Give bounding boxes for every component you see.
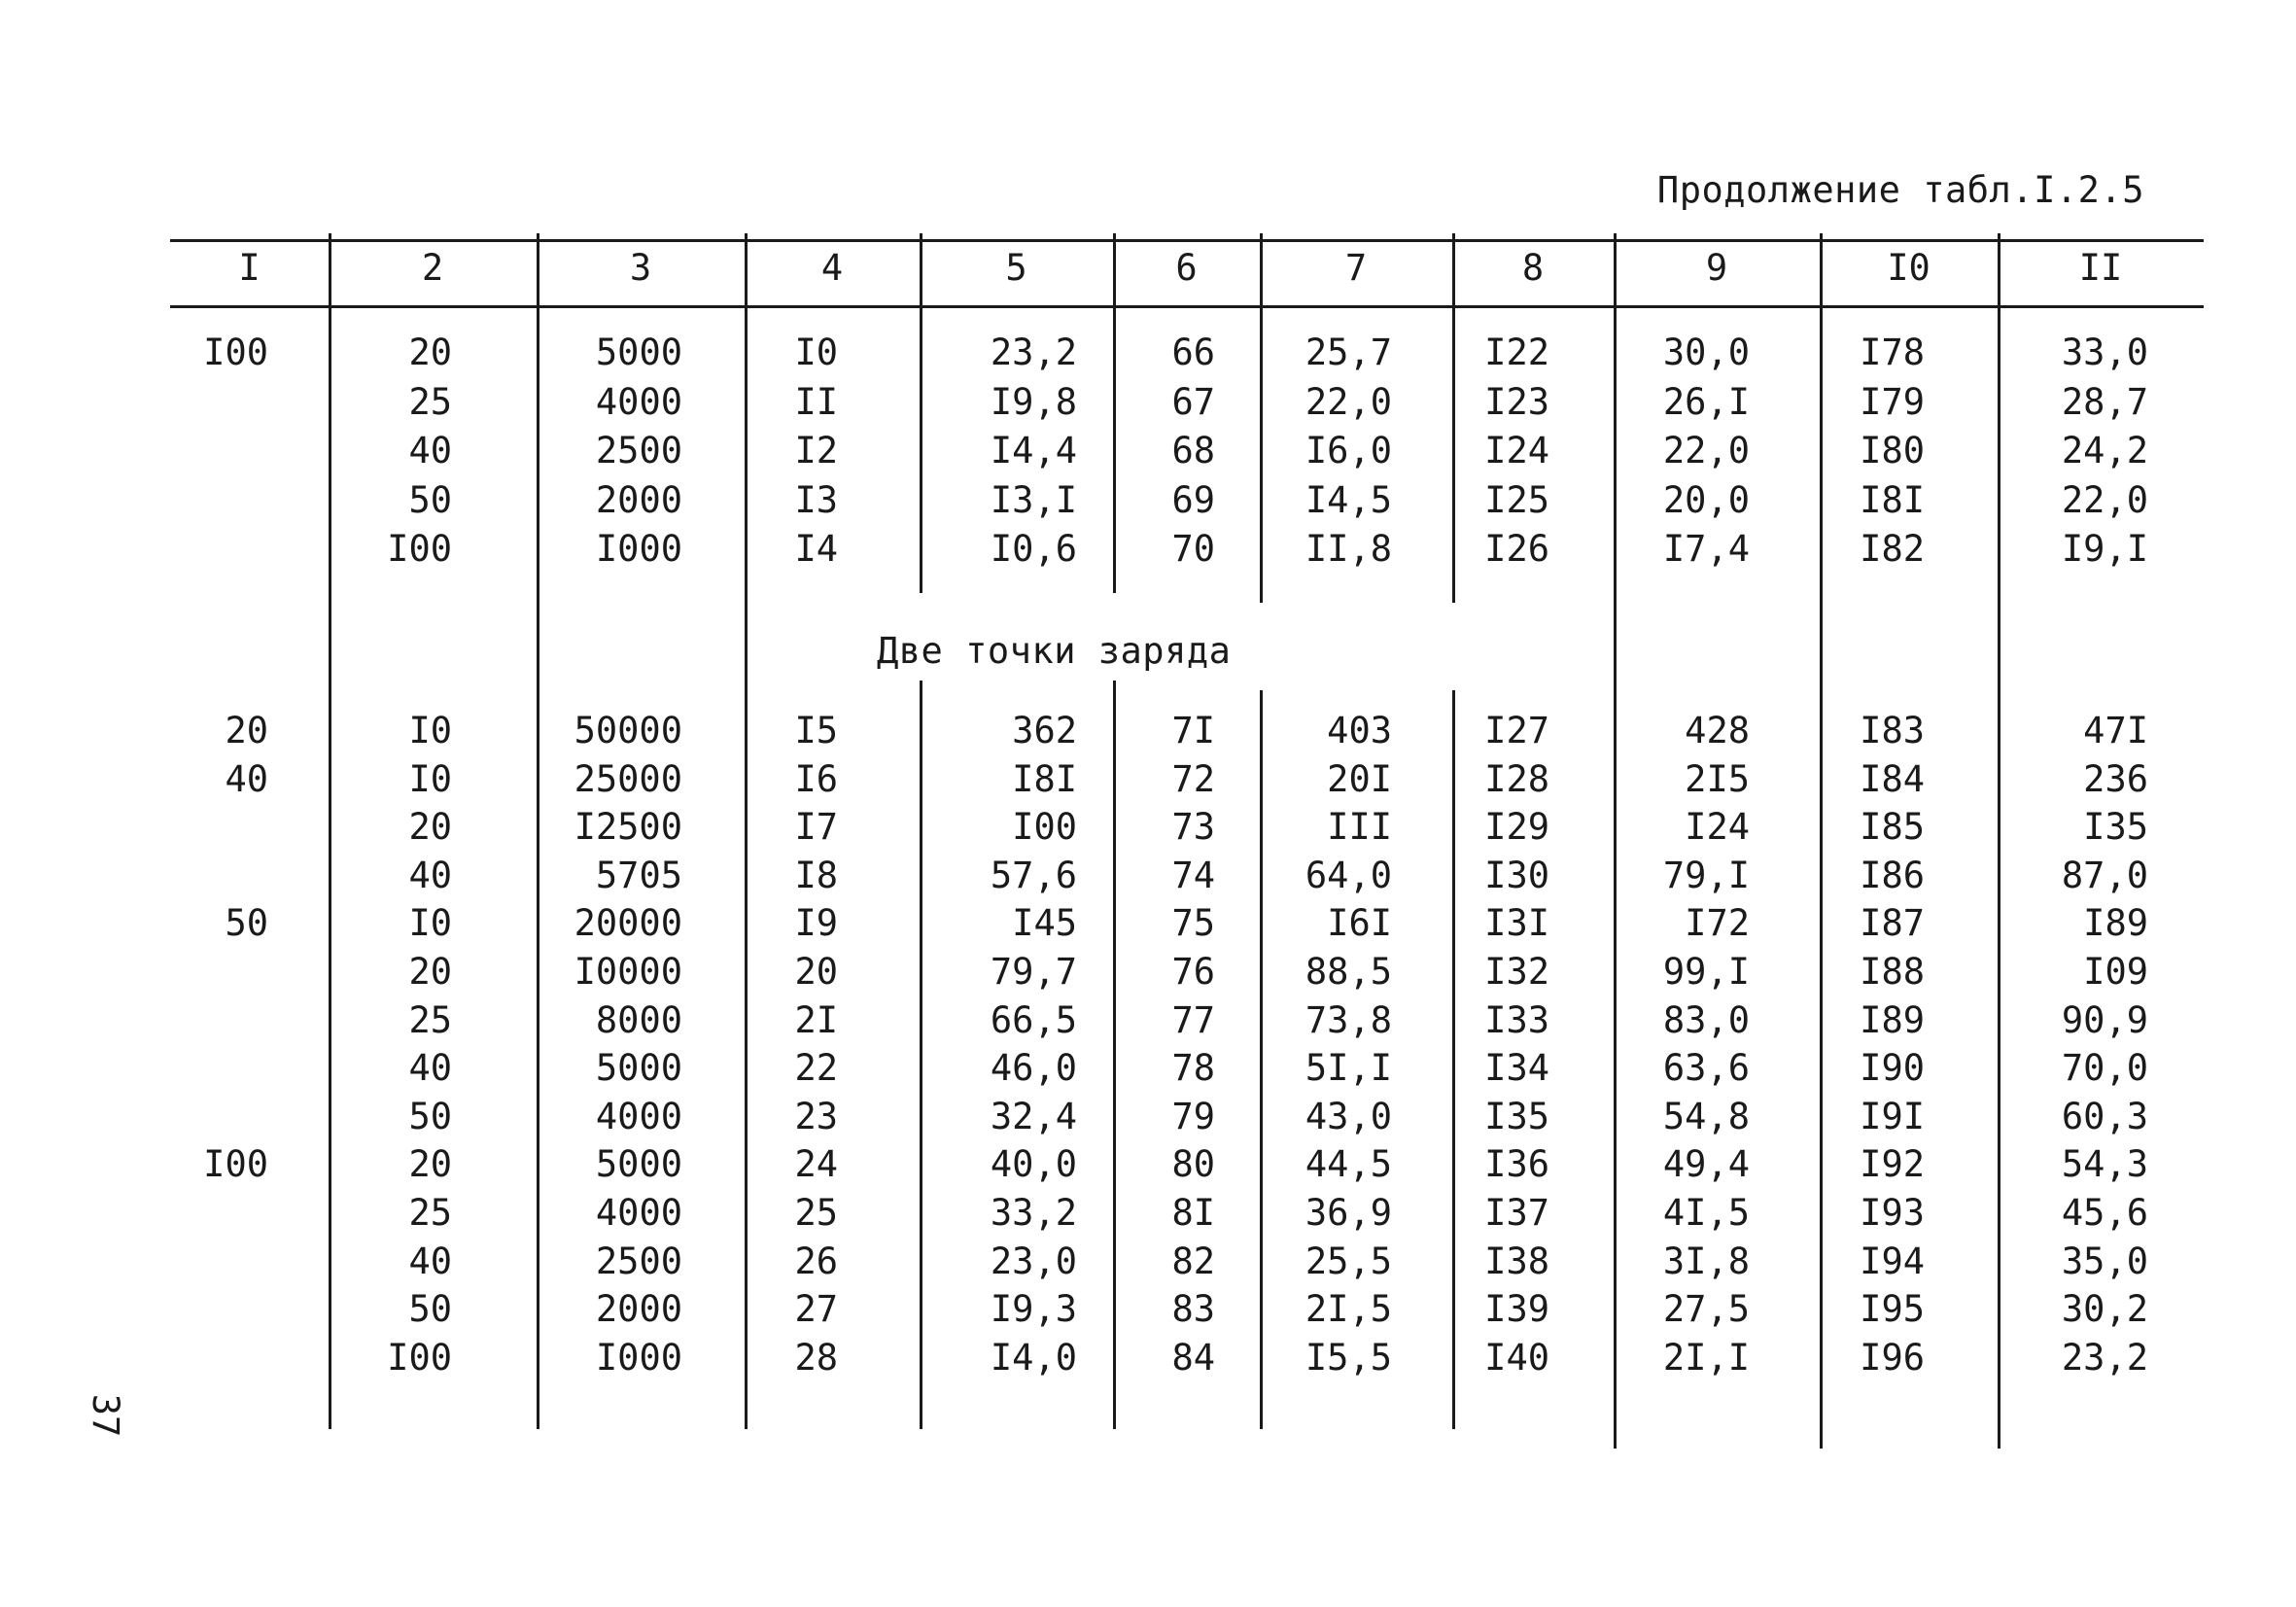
table-cell: I9 <box>794 902 838 945</box>
table-cell: I0,6 <box>990 528 1077 570</box>
table-cell: 66 <box>1171 332 1215 373</box>
table-cell: 27 <box>794 1288 838 1331</box>
table-cell: 63,6 <box>1662 1047 1750 1090</box>
table-cell: 50 <box>225 902 268 945</box>
table-cell: I78 <box>1860 332 1925 373</box>
table-cell: 50 <box>408 478 452 521</box>
table-cell: 44,5 <box>1305 1143 1392 1186</box>
table-cell: I83 <box>1860 710 1925 751</box>
table-cell: 2I,5 <box>1305 1288 1392 1331</box>
table-cell: I34 <box>1484 1047 1549 1090</box>
table-cell: 40 <box>408 1240 452 1282</box>
table-cell: 20 <box>794 951 838 993</box>
table-cell: 5000 <box>595 332 682 373</box>
table-cell: I2 <box>794 430 838 472</box>
divider-gap <box>1450 603 1457 690</box>
table-cell: 33,2 <box>990 1192 1077 1234</box>
table-cell: 23,2 <box>2061 1336 2148 1379</box>
page-number: 37 <box>85 1393 126 1438</box>
table-cell: 25000 <box>574 757 682 800</box>
table-cell: 50000 <box>574 710 682 751</box>
table-cell: I00 <box>203 332 268 373</box>
table-cell: I89 <box>1860 998 1925 1041</box>
table-cell: I26 <box>1484 528 1549 570</box>
table-cell: 90,9 <box>2061 998 2148 1041</box>
table-cell: II,8 <box>1305 528 1392 570</box>
table-cell: I9I <box>1860 1095 1925 1137</box>
header-cell: 6 <box>1175 247 1198 289</box>
table-cell: 64,0 <box>1305 854 1392 896</box>
table-cell: 68 <box>1171 430 1215 472</box>
header-cell: 8 <box>1521 247 1545 289</box>
table-cell: 40 <box>408 1047 452 1090</box>
table-cell: 75 <box>1171 902 1215 945</box>
table-cell: 77 <box>1171 998 1215 1041</box>
table-cell: I23 <box>1484 380 1549 423</box>
table-cell: I3,I <box>990 478 1077 521</box>
table-cell: I09 <box>2083 951 2148 993</box>
table-cell: 54,3 <box>2061 1143 2148 1186</box>
table-cell: 50 <box>408 1095 452 1137</box>
table-cell: I00 <box>1012 806 1077 849</box>
table-cell: 35,0 <box>2061 1240 2148 1282</box>
table-cell: 8I <box>1171 1192 1215 1234</box>
table-cell: I45 <box>1012 902 1077 945</box>
table-cell: I87 <box>1860 902 1925 945</box>
table-cell: I7,4 <box>1662 528 1750 570</box>
table-cell: I7 <box>794 806 838 849</box>
table-cell: I89 <box>2083 902 2148 945</box>
header-cell: 2 <box>421 247 444 289</box>
table-cell: I79 <box>1860 380 1925 423</box>
table-cell: I00 <box>387 528 452 570</box>
table-cell: 5705 <box>595 854 682 896</box>
table-cell: I28 <box>1484 757 1549 800</box>
table-cell: 362 <box>1012 710 1077 751</box>
table-cell: I85 <box>1860 806 1925 849</box>
table-cell: I00 <box>387 1336 452 1379</box>
column-divider <box>537 233 539 1429</box>
table-cell: 70,0 <box>2061 1047 2148 1090</box>
table-cell: 47I <box>2083 710 2148 751</box>
table-cell: 32,4 <box>990 1095 1077 1137</box>
table-cell: 26,I <box>1662 380 1750 423</box>
table-cell: 79,I <box>1662 854 1750 896</box>
table-cell: I4,0 <box>990 1336 1077 1379</box>
table-cell: 79,7 <box>990 951 1077 993</box>
column-divider <box>920 233 922 1429</box>
table-cell: 73 <box>1171 806 1215 849</box>
table-cell: I40 <box>1484 1336 1549 1379</box>
table-cell: I29 <box>1484 806 1549 849</box>
table-cell: 57,6 <box>990 854 1077 896</box>
table-cell: 40 <box>408 430 452 472</box>
table-cell: I0 <box>408 902 452 945</box>
table-cell: 66,5 <box>990 998 1077 1041</box>
table-cell: 78 <box>1171 1047 1215 1090</box>
table-cell: I0000 <box>574 951 682 993</box>
header-cell: 4 <box>820 247 844 289</box>
table-cell: 70 <box>1171 528 1215 570</box>
table-cell: 25 <box>408 1192 452 1234</box>
table-cell: I72 <box>1685 902 1750 945</box>
table-cell: 5I,I <box>1305 1047 1392 1090</box>
table-cell: III <box>1327 806 1392 849</box>
table-cell: I9,3 <box>990 1288 1077 1331</box>
header-cell: 7 <box>1344 247 1368 289</box>
table-cell: 69 <box>1171 478 1215 521</box>
table-cell: 24,2 <box>2061 430 2148 472</box>
table-cell: I6 <box>794 757 838 800</box>
table-cell: I37 <box>1484 1192 1549 1234</box>
table-cell: 20 <box>408 1143 452 1186</box>
table-cell: 20 <box>408 332 452 373</box>
table-cell: 87,0 <box>2061 854 2148 896</box>
header-cell: 5 <box>1005 247 1027 289</box>
table-cell: 46,0 <box>990 1047 1077 1090</box>
header-cell: I0 <box>1887 247 1931 289</box>
table-cell: 60,3 <box>2061 1095 2148 1137</box>
table-cell: 2I5 <box>1685 757 1750 800</box>
table-cell: 82 <box>1171 1240 1215 1282</box>
table-cell: 22,0 <box>2061 478 2148 521</box>
table-cell: I93 <box>1860 1192 1925 1234</box>
table-cell: 2I <box>794 998 838 1041</box>
table-cell: 43,0 <box>1305 1095 1392 1137</box>
table-cell: 2I,I <box>1662 1336 1750 1379</box>
table-cell: I35 <box>2083 806 2148 849</box>
table-cell: I27 <box>1484 710 1549 751</box>
table-cell: 74 <box>1171 854 1215 896</box>
table-cell: I000 <box>595 1336 682 1379</box>
header-cell: 3 <box>629 247 652 289</box>
table-cell: 25,5 <box>1305 1240 1392 1282</box>
table-cell: 7I <box>1171 710 1215 751</box>
table-cell: 4I,5 <box>1662 1192 1750 1234</box>
table-cell: 403 <box>1327 710 1392 751</box>
column-divider <box>1614 233 1617 1449</box>
column-divider <box>329 233 331 1429</box>
table-cell: 28,7 <box>2061 380 2148 423</box>
table-cell: I92 <box>1860 1143 1925 1186</box>
table-cell: 20 <box>408 806 452 849</box>
column-divider <box>745 233 748 1429</box>
table-caption: Продолжение табл.I.2.5 <box>1656 169 2144 211</box>
table-cell: 40,0 <box>990 1143 1077 1186</box>
table-cell: 45,6 <box>2061 1192 2148 1234</box>
section-title: Две точки заряда <box>877 630 1232 672</box>
table-cell: I8I <box>1860 478 1925 521</box>
table-cell: I25 <box>1484 478 1549 521</box>
table-cell: 50 <box>408 1288 452 1331</box>
table-cell: 84 <box>1171 1336 1215 1379</box>
table-cell: 428 <box>1685 710 1750 751</box>
table-cell: I30 <box>1484 854 1549 896</box>
table-cell: I5,5 <box>1305 1336 1392 1379</box>
table-cell: 20I <box>1327 757 1392 800</box>
table-cell: I86 <box>1860 854 1925 896</box>
header-cell: I <box>238 247 261 289</box>
table-cell: 20,0 <box>1662 478 1750 521</box>
column-divider <box>1452 233 1455 1429</box>
table-cell: I80 <box>1860 430 1925 472</box>
table-cell: 28 <box>794 1336 838 1379</box>
table-cell: I36 <box>1484 1143 1549 1186</box>
table-cell: 80 <box>1171 1143 1215 1186</box>
table-cell: 22 <box>794 1047 838 1090</box>
table-cell: 23,0 <box>990 1240 1077 1282</box>
table-cell: 73,8 <box>1305 998 1392 1041</box>
table-cell: I32 <box>1484 951 1549 993</box>
table-cell: I8 <box>794 854 838 896</box>
header-cell: II <box>2078 247 2123 289</box>
table-cell: 27,5 <box>1662 1288 1750 1331</box>
column-divider <box>1260 233 1263 1429</box>
table-cell: I94 <box>1860 1240 1925 1282</box>
table-cell: 36,9 <box>1305 1192 1392 1234</box>
table-cell: I84 <box>1860 757 1925 800</box>
table-cell: 22,0 <box>1305 380 1392 423</box>
table-cell: 40 <box>408 854 452 896</box>
table-cell: 25 <box>408 998 452 1041</box>
table-cell: 2000 <box>595 1288 682 1331</box>
table-cell: I33 <box>1484 998 1549 1041</box>
table-cell: I3 <box>794 478 838 521</box>
table-cell: I3I <box>1484 902 1549 945</box>
table-cell: 54,8 <box>1662 1095 1750 1137</box>
table-cell: 79 <box>1171 1095 1215 1137</box>
table-cell: 30,2 <box>2061 1288 2148 1331</box>
table-cell: I35 <box>1484 1095 1549 1137</box>
table-cell: I4,4 <box>990 430 1077 472</box>
table-cell: 25 <box>408 380 452 423</box>
table-cell: 99,I <box>1662 951 1750 993</box>
table-cell: 4000 <box>595 380 682 423</box>
table-cell: 5000 <box>595 1047 682 1090</box>
table-cell: 22,0 <box>1662 430 1750 472</box>
table-cell: I24 <box>1484 430 1549 472</box>
table-cell: I0 <box>408 757 452 800</box>
table-cell: 83,0 <box>1662 998 1750 1041</box>
table-cell: I6I <box>1327 902 1392 945</box>
table-cell: 20000 <box>574 902 682 945</box>
table-cell: I0 <box>794 332 838 373</box>
table-cell: 2000 <box>595 478 682 521</box>
table-cell: 30,0 <box>1662 332 1750 373</box>
table-cell: 25 <box>794 1192 838 1234</box>
table-cell: I88 <box>1860 951 1925 993</box>
column-divider <box>1113 233 1116 1429</box>
table-cell: I00 <box>203 1143 268 1186</box>
table-cell: I22 <box>1484 332 1549 373</box>
table-cell: 76 <box>1171 951 1215 993</box>
table-cell: 4000 <box>595 1192 682 1234</box>
table-cell: 2500 <box>595 1240 682 1282</box>
table-cell: I4 <box>794 528 838 570</box>
table-cell: II <box>794 380 838 423</box>
table-cell: 236 <box>2083 757 2148 800</box>
table-cell: 24 <box>794 1143 838 1186</box>
table-cell: I82 <box>1860 528 1925 570</box>
table-cell: I90 <box>1860 1047 1925 1090</box>
table-cell: 26 <box>794 1240 838 1282</box>
table-cell: 83 <box>1171 1288 1215 1331</box>
table-cell: I5 <box>794 710 838 751</box>
table-cell: 33,0 <box>2061 332 2148 373</box>
column-divider <box>1998 233 2000 1449</box>
column-divider <box>1820 233 1823 1449</box>
header-bottom-rule <box>170 305 2204 308</box>
table-cell: 88,5 <box>1305 951 1392 993</box>
table-cell: I2500 <box>574 806 682 849</box>
table-cell: 3I,8 <box>1662 1240 1750 1282</box>
table-cell: I000 <box>595 528 682 570</box>
table-cell: I24 <box>1685 806 1750 849</box>
table-cell: 23,2 <box>990 332 1077 373</box>
table-cell: I39 <box>1484 1288 1549 1331</box>
table-cell: 20 <box>408 951 452 993</box>
table-cell: 67 <box>1171 380 1215 423</box>
table-cell: 4000 <box>595 1095 682 1137</box>
table-cell: I9,8 <box>990 380 1077 423</box>
table-cell: 20 <box>225 710 268 751</box>
table-cell: I6,0 <box>1305 430 1392 472</box>
table-cell: I95 <box>1860 1288 1925 1331</box>
divider-gap <box>1258 603 1265 690</box>
table-cell: 8000 <box>595 998 682 1041</box>
table-cell: 5000 <box>595 1143 682 1186</box>
header-cell: 9 <box>1705 247 1728 289</box>
table-cell: I38 <box>1484 1240 1549 1282</box>
table-cell: 40 <box>225 757 268 800</box>
table-cell: I4,5 <box>1305 478 1392 521</box>
table-cell: I96 <box>1860 1336 1925 1379</box>
table-cell: 2500 <box>595 430 682 472</box>
table-cell: 23 <box>794 1095 838 1137</box>
table-cell: 72 <box>1171 757 1215 800</box>
table-cell: I9,I <box>2061 528 2148 570</box>
table-cell: I0 <box>408 710 452 751</box>
table-cell: I8I <box>1012 757 1077 800</box>
table-cell: 49,4 <box>1662 1143 1750 1186</box>
table-cell: 25,7 <box>1305 332 1392 373</box>
